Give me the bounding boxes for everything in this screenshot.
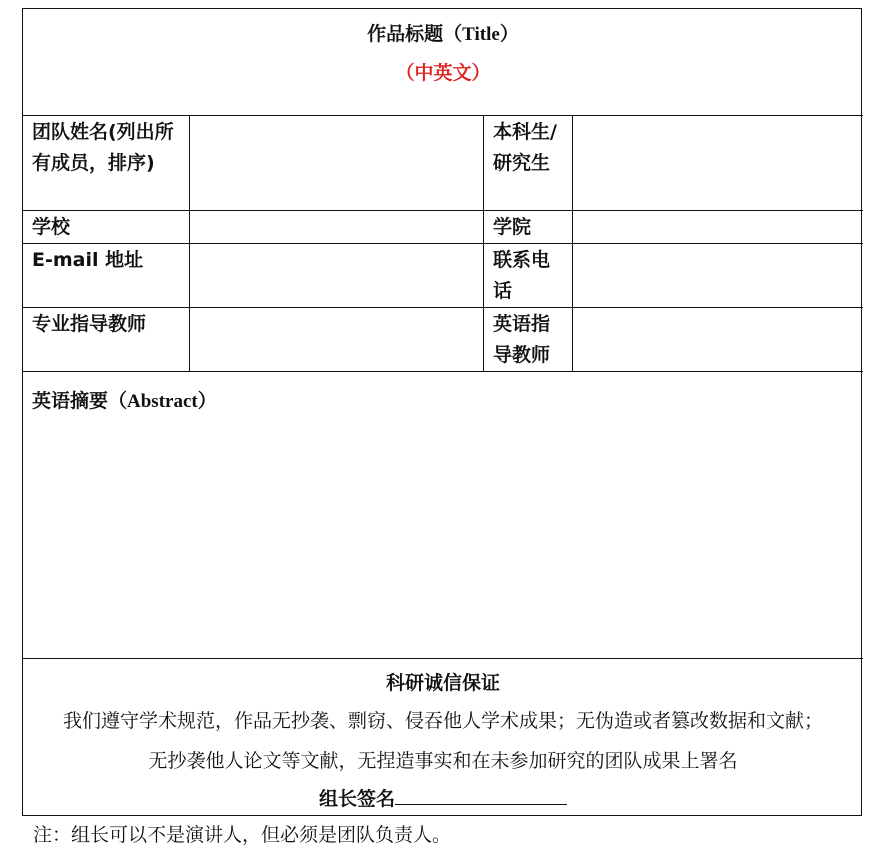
college-input[interactable] [574,212,861,242]
abstract-input[interactable] [23,419,863,657]
english-advisor-label: 英语指导教师 [493,313,551,366]
school-label: 学校 [32,216,71,238]
divider [23,371,863,372]
leader-signature-row [23,784,863,814]
footnote: 注：组长可以不是演讲人，但必须是团队负责人。 [33,824,452,846]
title-close: ） [499,23,519,45]
abstract-label-close: ） [197,390,217,412]
divider [189,115,190,371]
email-label: E-mail 地址 [32,249,144,271]
divider [23,307,863,308]
title-cn: 作品标题（ [367,23,463,45]
email-input[interactable] [191,245,481,306]
registration-form [22,8,862,816]
team-name-input[interactable] [191,117,481,209]
divider [23,210,863,211]
degree-label: 本科生/研究生 [493,121,557,174]
work-title-input[interactable] [23,9,863,115]
integrity-title: 科研诚信保证 [385,672,500,694]
advisor-label: 专业指导教师 [32,313,147,335]
divider [23,243,863,244]
leader-signature-label: 组长签名 [318,788,395,810]
abstract-label-cn: 英语摘要（ [32,390,128,412]
title-en: Title [462,24,500,45]
title-language-hint: （中英文） [395,62,491,84]
divider [572,115,573,371]
integrity-line-2: 无抄袭他人论文等文献，无捏造事实和在未参加研究的团队成果上署名 [148,750,738,772]
divider [23,115,863,116]
english-advisor-input[interactable] [574,309,861,370]
team-name-label: 团队姓名(列出所有成员，排序) [32,121,174,174]
phone-input[interactable] [574,245,861,306]
college-label: 学院 [493,216,532,238]
advisor-input[interactable] [191,309,481,370]
integrity-line-1: 我们遵守学术规范，作品无抄袭、剽窃、侵吞他人学术成果；无伪造或者篡改数据和文献； [62,710,823,732]
abstract-label [32,386,217,417]
divider [483,115,484,371]
school-input[interactable] [191,212,481,242]
phone-label: 联系电话 [493,249,551,302]
degree-input[interactable] [574,117,861,209]
leader-signature-input[interactable] [395,784,567,805]
divider [23,658,863,659]
abstract-label-en: Abstract [127,391,198,412]
